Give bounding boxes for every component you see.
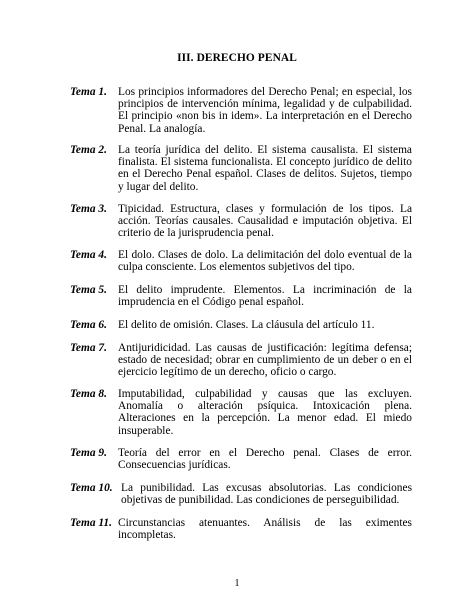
page-number: 1 <box>234 578 240 589</box>
tema-text: Tipicidad. Estructura, clases y formulación de los tipos. La acción. Teorías causales. Causalidad e imputación objetiva. El criterio de la jurisprudencia penal. <box>118 203 412 240</box>
tema-label: Tema 9. <box>70 447 107 459</box>
tema-text: La teoría jurídica del delito. El sistema causalista. El sistema finalista. El sistema funcionalista. El concepto jurídico de delito en el Derecho Penal español. Clases de delitos. Sujetos, tiempo y lugar del delito. <box>118 144 412 193</box>
tema-label: Tema 10. <box>70 482 113 494</box>
tema-text: Imputabilidad, culpabilidad y causas que las excluyen. Anomalía o alteración psíquica. Intoxicación plena. Alteraciones en la percepción. La menor edad. El miedo insuperable. <box>118 388 412 437</box>
tema-text: Antijuridicidad. Las causas de justificación: legítima defensa; estado de necesidad; obrar en cumplimiento de un deber o en el ejercicio legítimo de un derecho, oficio o cargo. <box>118 342 412 379</box>
tema-text: Circunstancias atenuantes. Análisis de las eximentes incompletas. <box>118 517 412 542</box>
tema-text: El dolo. Clases de dolo. La delimitación del dolo eventual de la culpa consciente. Los elementos subjetivos del tipo. <box>118 249 412 274</box>
tema-label: Tema 6. <box>70 319 107 331</box>
tema-text: El delito imprudente. Elementos. La incriminación de la imprudencia en el Código penal español. <box>118 284 412 309</box>
tema-label: Tema 5. <box>70 284 107 296</box>
tema-label: Tema 3. <box>70 203 107 215</box>
tema-label: Tema 7. <box>70 342 107 354</box>
tema-text: La punibilidad. Las excusas absolutorias. Las condiciones objetivas de punibilidad. Las condiciones de perseguibilidad. <box>121 482 412 507</box>
tema-label: Tema 4. <box>70 249 107 261</box>
tema-text: El delito de omisión. Clases. La cláusula del artículo 11. <box>118 319 375 331</box>
tema-label: Tema 11. <box>70 517 112 529</box>
tema-label: Tema 8. <box>70 388 107 400</box>
section-title: III. DERECHO PENAL <box>177 52 297 64</box>
tema-text: Los principios informadores del Derecho Penal; en especial, los principios de intervención mínima, legalidad y de culpabilidad. El principio «non bis in idem». La interpretación en el Derecho Penal. La analogía. <box>118 86 412 135</box>
tema-label: Tema 2. <box>70 144 107 156</box>
tema-text: Teoría del error en el Derecho penal. Clases de error. Consecuencias jurídicas. <box>118 447 412 472</box>
tema-label: Tema 1. <box>70 86 107 98</box>
